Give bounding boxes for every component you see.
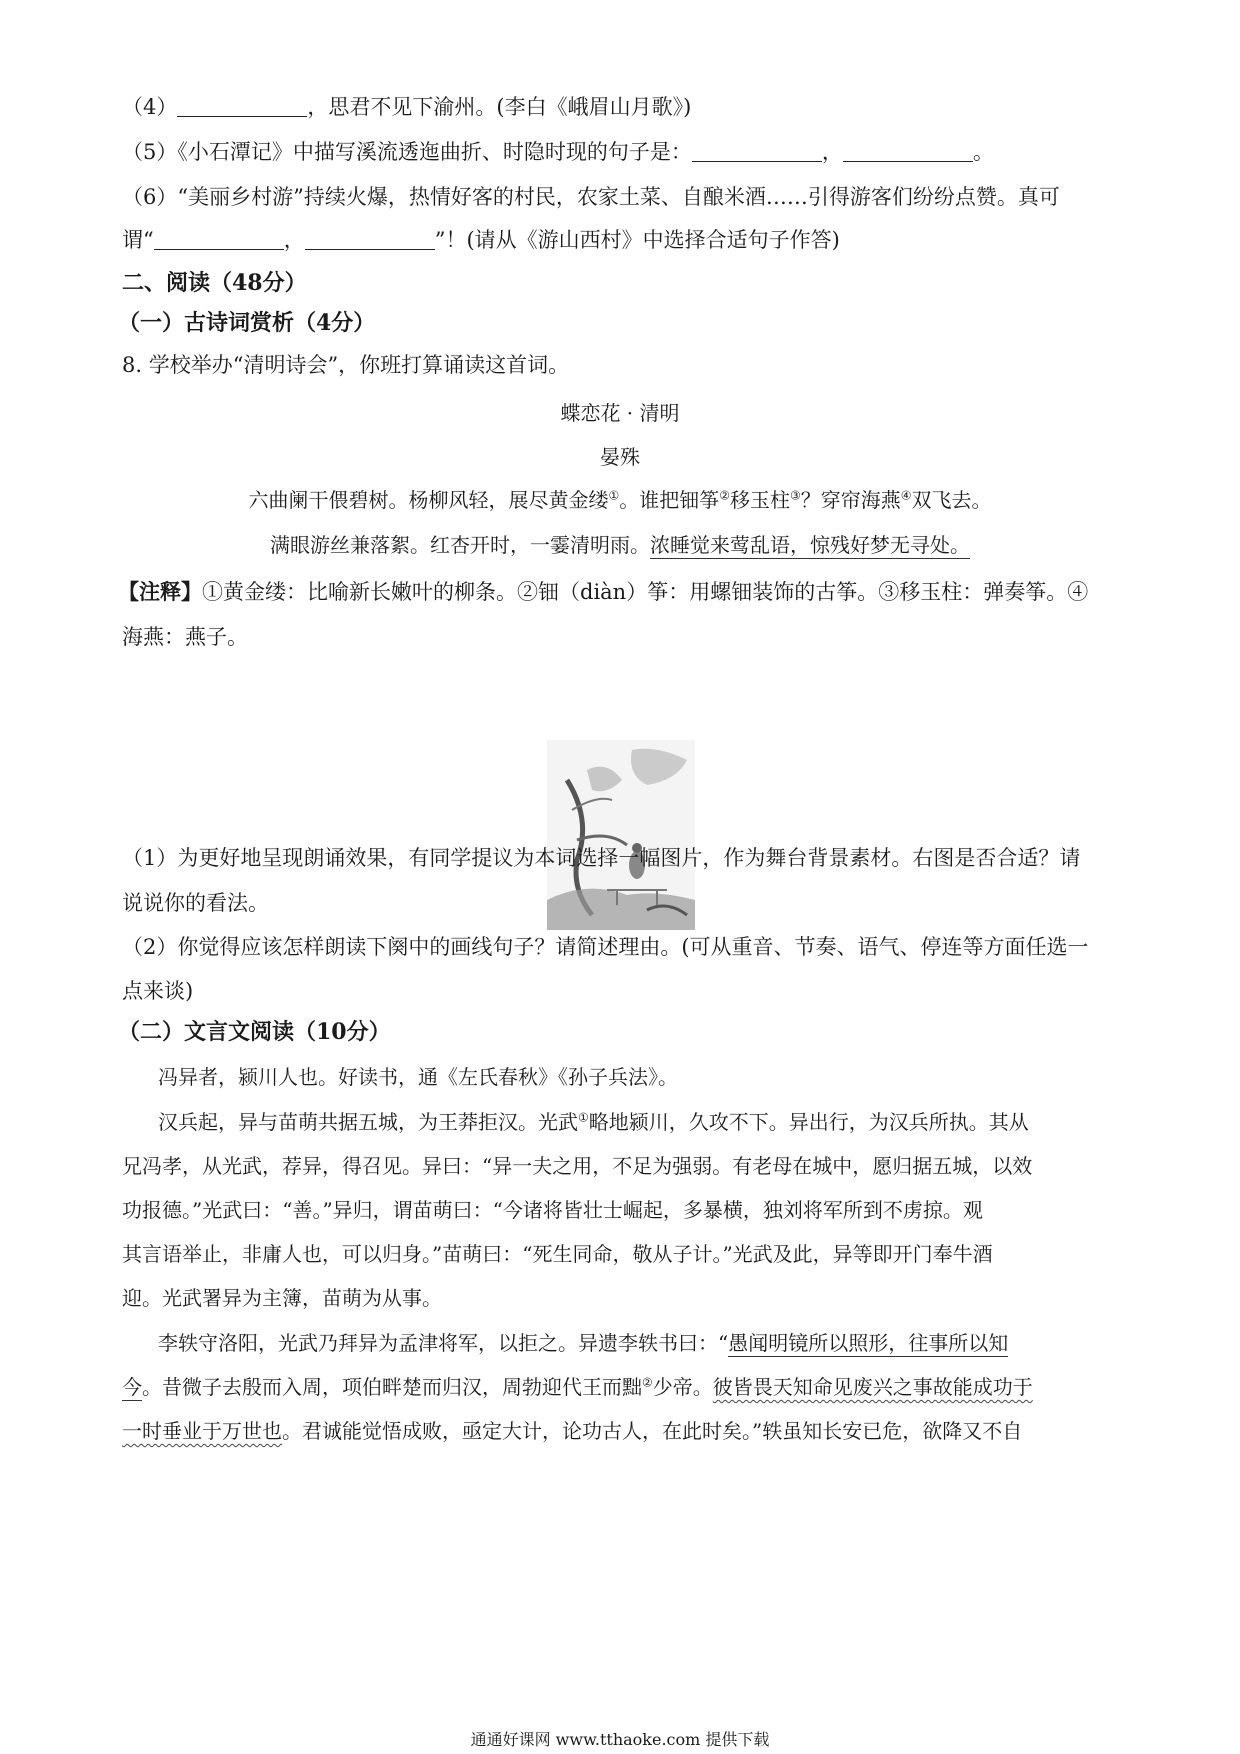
classical-paragraph-3-line2: 今。昔微子去殷而入周，项伯畔楚而归汉，周勃迎代王而黜②少帝。彼皆畏天知命见废兴之事故能成功于 <box>122 1375 1033 1399</box>
poem-title: 蝶恋花 · 清明 <box>560 401 680 425</box>
poem-line-2: 满眼游丝兼落絮。红杏开时，一霎清明雨。浓睡觉来莺乱语，惊残好梦无寻处。 <box>270 533 970 557</box>
question-1-line1: （1）为更好地呈现朗诵效果，有同学提议为本词选择一幅图片，作为舞台背景素材。右图是否合适？请 <box>122 846 1081 870</box>
answer-blank[interactable] <box>154 229 284 250</box>
fill-item-5: （5）《小石潭记》中描写溪流透迤曲折、时隐时现的句子是： ， 。 <box>122 140 994 164</box>
fill-item-4: （4） ，思君不见下渝州。(李白《峨眉山月歌》) <box>122 95 692 119</box>
poem-line-1: 六曲阑干偎碧树。杨柳风轻，展尽黄金缕①。谁把钿筝②移玉柱③？穿帘海燕④双飞去。 <box>248 488 992 512</box>
classical-paragraph-3-line1: 李轶守洛阳，光武乃拜异为孟津将军，以拒之。异遗李轶书曰：“愚闻明镜所以照形，往事所以知 <box>158 1331 1009 1355</box>
page-footer: 通通好课网 www.tthaoke.com 提供下载 <box>470 1730 770 1749</box>
wavy-underlined-sentence: 彼皆畏天知命见废兴之事故能成功于 <box>712 1375 1033 1399</box>
wavy-underlined-sentence: 一时垂业于万世也 <box>122 1419 282 1443</box>
classical-paragraph-1: 冯异者，颍川人也。好读书，通《左氏春秋》《孙子兵法》。 <box>158 1065 678 1089</box>
question-8-intro: 8. 学校举办“清明诗会”，你班打算诵读这首词。 <box>122 353 570 377</box>
ink-painting-image <box>547 740 695 930</box>
answer-blank[interactable] <box>305 229 435 250</box>
question-2-line1: （2）你觉得应该怎样朗读下阕中的画线句子？请简述理由。(可从重音、节奏、语气、停连等方面任选一 <box>122 935 1089 959</box>
question-2-line2: 点来谈) <box>122 979 194 1003</box>
classical-paragraph-2-line4: 其言语举止，非庸人也，可以归身。”苗萌曰：“死生同命，敬从子计。”光武及此，异等即开门奉牛酒 <box>122 1242 993 1266</box>
subsection-title-poetry: （一）古诗词赏析（4分） <box>118 310 376 336</box>
question-1-line2: 说说你的看法。 <box>122 891 269 915</box>
subsection-title-classical: （二）文言文阅读（10分） <box>118 1019 391 1045</box>
classical-paragraph-2-line1: 汉兵起，异与苗萌共据五城，为王莽拒汉。光武①略地颍川，久攻不下。异出行，为汉兵所执。其从 <box>158 1110 1029 1134</box>
notes-line-1: 【注释】①黄金缕：比喻新长嫩叶的柳条。②钿（diàn）筝：用螺钿装饰的古筝。③移玉柱：弹奏筝。④ <box>118 579 1089 604</box>
fill-item-6-line1: （6）“美丽乡村游”持续火爆，热情好客的村民，农家土菜、自酿米酒……引得游客们纷纷点赞。真可 <box>122 185 1060 209</box>
poem-author: 晏殊 <box>600 445 640 469</box>
underlined-sentence: 愚闻明镜所以照形，往事所以知 <box>728 1331 1009 1355</box>
notes-line-2: 海燕：燕子。 <box>122 625 248 649</box>
classical-paragraph-2-line5: 迎。光武署异为主簿，苗萌为从事。 <box>122 1286 442 1310</box>
section-title-reading: 二、阅读（48分） <box>122 270 307 296</box>
classical-paragraph-3-line3: 一时垂业于万世也。君诚能觉悟成败，亟定大计，论功古人，在此时矣。”轶虽知长安已危，欲降又不自 <box>122 1419 1023 1443</box>
classical-paragraph-2-line2: 兄冯孝，从光武，荐异，得召见。异曰：“异一夫之用，不足为强弱。有老母在城中，愿归据五城，以效 <box>122 1154 1033 1178</box>
fill-item-6-line2: 谓“ ， ”！(请从《游山西村》中选择合适句子作答) <box>122 228 840 252</box>
answer-blank[interactable] <box>692 141 822 162</box>
classical-paragraph-2-line3: 功报德。”光武曰：“善。”异归，谓苗萌曰：“今诸将皆壮士崛起，多暴横，独刘将军所到不虏掠。观 <box>122 1198 983 1222</box>
answer-blank[interactable] <box>843 141 973 162</box>
underlined-sentence: 浓睡觉来莺乱语，惊残好梦无寻处。 <box>650 533 970 557</box>
answer-blank[interactable] <box>177 96 307 117</box>
underlined-sentence: 今 <box>122 1375 142 1399</box>
